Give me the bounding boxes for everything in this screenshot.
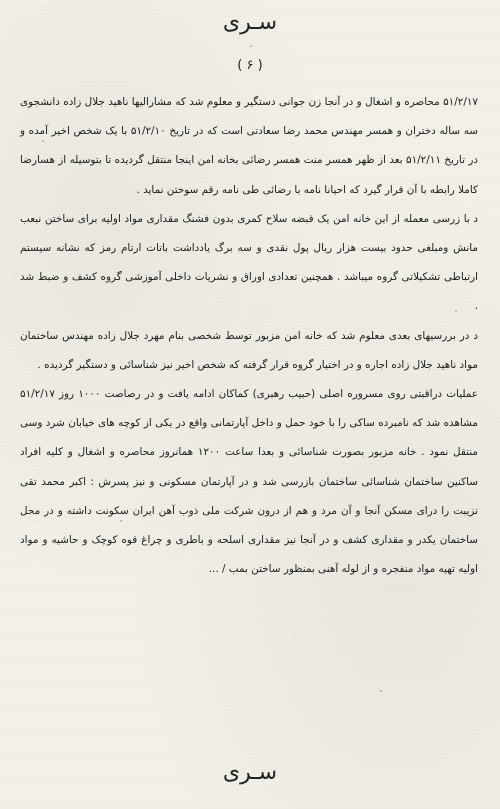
paragraph-4: عملیات دراقبتی روی مسروره اصلی (حبیب رهبری) کماکان ادامه یافت و در رصاصت ۱۰۰۰ روز ۵۱/۲/۱۷ مشاهده شد که نامبرده ساکی را با خود حمل و داخل آپارتمانی واقع در یکی از کوچه های خیابان شرد وسی منتقل نمود . خانه مزبور بصورت شناسائی و بعدا ساعت ۱۲۰۰ همانروز محاصره و اشغال و کلیه افراد ساکنین ساختمان شناسائی ساختمان بازرسی شد و در آپارتمان مسکونی و نیز پسرش : اکبر محمد تقی نزیبت را درای مسکن آنجا و آن مرد و هم از درون شرکت ملی ذوب آهن ایران سکونت داشته و در محل ساختمان یکدر و مقداری کشف و در آنجا نیز مقداری اسلحه و باطری و چراغ قوه کوچک و حاشیه و مواد اولیه تهیه مواد منفجره و از لوله آهنی بمنظور ساختن بمب / ... [20, 388, 478, 576]
scan-speck [120, 520, 122, 522]
document-body [20, 88, 478, 584]
classification-stamp-bottom: سـری [222, 760, 278, 785]
scan-speck [42, 140, 44, 142]
paragraph-3: د در بررسیهای بعدی معلوم شد که خانه امن مزبور توسط شخصی بنام مهرد جلال زاده مهندس ساختمان مواد ناهید جلال زاده اجاره و در اختیار گروه قرار گرفته که شخص اخیر نیز شناسائی و دستگیر گردیده . [20, 329, 478, 371]
scan-speck [380, 690, 382, 692]
page-number: ( ۶ ) [237, 58, 263, 73]
paragraph-1: ۵۱/۲/۱۷ محاصره و اشغال و در آنجا زن جوانی دستگیر و معلوم شد که مشارالیها ناهید جلال زاده دانشجوی سه ساله دختران و همسر مهندس محمد رضا سعادتی است که در تاریخ ۵۱/۲/۱۰ با یک شخص اخیر آمده و در تاریخ ۵۱/۲/۱۱ بعد از ظهر همسر منت همسر رضائی بخانه امن اینجا منتقل گردیده تا بتوسیله از هسارضا کاملا رابطه با آن قرار گیرد که احیانا نامه با رضائی طی نامه رقم سوختن نماید . [20, 96, 478, 196]
scan-speck [455, 310, 457, 312]
paragraph-2: د با زرسی معمله از این خانه امن یک قبضه سلاح کمری بدون فشنگ مقداری مواد اولیه برای ساختن نبعب مانش ومبلغی حدود بیست هزار ریال پول نقدی و سه برگ یادداشت باتات ارتام رمز که نشانه سیستم ارتباطی تشکیلاتی گروه میباشد . همچنین تعدادی اوراق و نشریات داخلی آموزشی گروه کشف و ضبط شد . [20, 212, 478, 313]
scan-speck [250, 45, 252, 47]
classification-stamp-top: سـری [222, 10, 278, 35]
